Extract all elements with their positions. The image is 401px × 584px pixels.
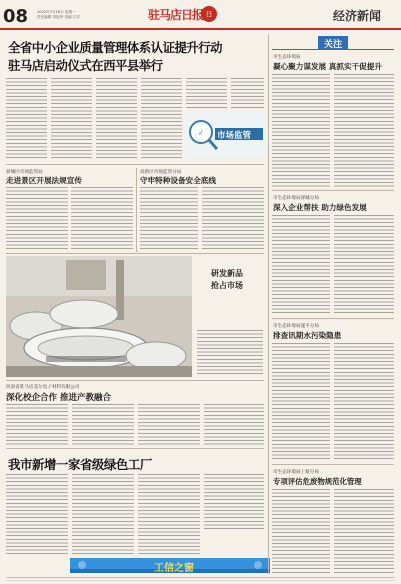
right-item-2-headline: 深入企业帮扶 助力绿色发展 [273, 203, 367, 212]
mid-right-kicker: 高新区市场监管分局 [140, 170, 182, 175]
divider-lower [6, 380, 264, 381]
photo-caption-1: 研发新品 [211, 268, 243, 278]
right-divider-2 [272, 318, 394, 319]
focus-tag-rule [272, 49, 394, 50]
lead-body-col4 [141, 78, 182, 160]
right-item-3-body-a [272, 343, 330, 461]
right-item-4-headline: 专项评估危废物规范化管理 [273, 477, 362, 486]
bottom-body-b [72, 474, 134, 556]
column-banner [70, 558, 270, 573]
newspaper-logo [148, 5, 222, 24]
lower-headline: 深化校企合作 推进产教融合 [6, 393, 111, 403]
lead-body-col3 [96, 78, 137, 160]
right-item-2-body-a [272, 215, 330, 315]
mid-right-body-b [202, 187, 264, 249]
lower-body-b [72, 404, 134, 446]
right-item-1-body-a [272, 74, 330, 188]
bottom-headline: 我市新增一家省级绿色工厂 [8, 457, 152, 472]
right-item-2-kicker: 市生态环境局驿城分局 [273, 196, 319, 201]
focus-tag-label: 关注 [324, 40, 343, 50]
lower-body-a [6, 404, 68, 446]
mid-right-headline: 守牢特种设备安全底线 [140, 176, 216, 185]
photo-caption-box [197, 264, 261, 304]
right-item-1-body-b [334, 74, 394, 188]
photo-caption-text [197, 330, 263, 376]
mid-left-headline: 走进景区开展法规宣传 [6, 176, 82, 185]
divider-mid [136, 168, 137, 252]
lower-kicker: 河南省驻马店美尔电子材料有限公司 [6, 385, 80, 390]
lead-body-col1 [6, 78, 47, 160]
right-item-3-kicker: 市生态环境局遂平分局 [273, 324, 319, 329]
svg-text:✓: ✓ [198, 129, 204, 137]
market-panel-label: 市场监管 [217, 131, 252, 141]
lead-title-2: 驻马店启动仪式在西平县举行 [8, 58, 163, 73]
right-item-3-headline: 排查讯期水污染隐患 [273, 331, 342, 340]
focus-tag [318, 36, 348, 49]
date-line: 2022年7月18日 星期一 [37, 10, 76, 14]
lower-body-d [204, 404, 264, 446]
right-item-1-headline: 凝心聚力谋发展 真抓实干促提升 [273, 62, 382, 71]
right-item-1-kicker: 市生态环境局 [273, 55, 301, 60]
lower-body-c [138, 404, 200, 446]
divider-bottom [6, 448, 264, 449]
bottom-body-a [6, 474, 68, 556]
footer-line [6, 577, 395, 581]
mid-left-kicker: 驿城区市场监管局 [6, 170, 43, 175]
section-title: 经济新闻 [333, 9, 382, 23]
divider-lead [6, 164, 264, 165]
mid-left-body-a [6, 187, 68, 249]
right-item-4-body-b [334, 489, 394, 573]
bottom-body-d [204, 474, 264, 530]
divider-right-col [268, 34, 269, 574]
right-divider-1 [272, 190, 394, 191]
page-header [0, 0, 401, 32]
lead-body-col6 [231, 78, 264, 108]
page-number: 08 [3, 6, 29, 27]
divider-photo [6, 253, 264, 254]
lead-body-col2 [51, 78, 92, 160]
bottom-body-c [138, 474, 200, 556]
mid-left-body-b [71, 187, 133, 249]
right-divider-3 [272, 464, 394, 465]
lead-title-1: 全省中小企业质量管理体系认证提升行动 [8, 40, 223, 55]
editor-line: 责任编辑 刘振华 美编 江洋 [37, 15, 80, 19]
logo-text: 驻马店日报 [148, 8, 204, 22]
market-panel [185, 112, 265, 158]
inflatable-boat-icon [6, 256, 192, 377]
right-item-2-body-b [334, 215, 394, 315]
right-item-3-body-b [334, 343, 394, 461]
mid-right-body-a [140, 187, 198, 249]
right-item-4-kicker: 市生态环境局上蔡分局 [273, 470, 319, 475]
header-rule [0, 28, 401, 30]
svg-text:日: 日 [205, 10, 213, 19]
factory-photo [6, 256, 192, 377]
photo-caption-2: 抢占市场 [211, 280, 243, 290]
right-item-4-body-a [272, 489, 330, 573]
lead-body-col5 [186, 78, 227, 108]
column-banner-label: 工信之窗 [154, 563, 194, 574]
